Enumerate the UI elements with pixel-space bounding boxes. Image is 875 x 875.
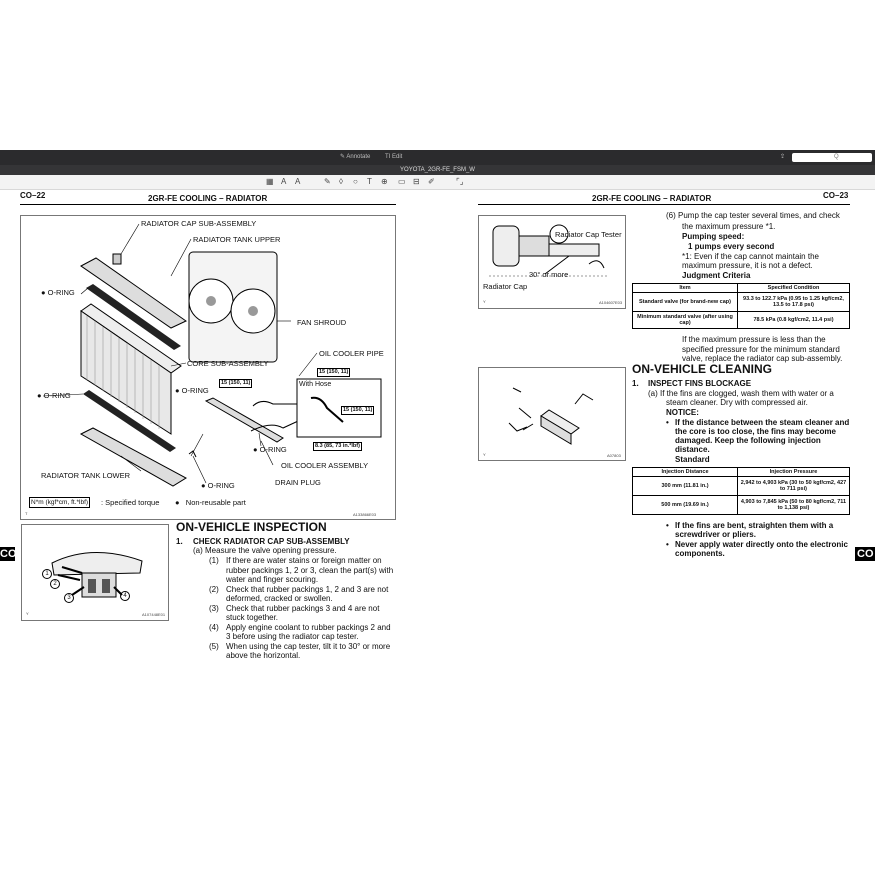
torque-box-4: 8.3 (85, 73 in.*lbf) <box>315 443 360 449</box>
o-ring-text-4: O-RING <box>259 445 287 454</box>
radiator-cap-fig-label: Radiator Cap <box>483 282 528 291</box>
signature-icon[interactable]: ✐ <box>428 177 435 186</box>
o-ring-text-5: O-RING <box>207 481 235 490</box>
figure4-marker: Y <box>483 452 486 457</box>
o-ring-text-1: O-RING <box>47 288 75 297</box>
substep-2-line-2: deformed, cracked or swollen. <box>226 594 333 603</box>
crop-icon[interactable]: ⌜⌟ <box>456 177 464 186</box>
inspection-step-num: 1. <box>176 537 183 546</box>
torque-box-1: 15 (150, 11) <box>221 380 251 386</box>
judgment-table <box>632 283 850 329</box>
substep-2-num: (2) <box>209 585 219 594</box>
right-page-header: 2GR-FE COOLING – RADIATOR <box>592 194 712 203</box>
cleaning-step-title: INSPECT FINS BLOCKAGE <box>648 379 752 388</box>
table-cell: 2,942 to 4,903 kPa (30 to 50 kgf/cm2, 427 to 711 psi) <box>738 477 850 496</box>
table-row <box>633 477 850 496</box>
note1-line-1: *1: Even if the cap cannot maintain the <box>682 252 819 261</box>
standard-label: Standard <box>675 455 710 464</box>
cap-tester-figure <box>478 215 626 309</box>
bullet-2-dot: • <box>666 540 669 549</box>
table-cell: 78.5 kPa (0.8 kgf/cm2, 11.4 psi) <box>738 312 850 329</box>
notice-line-3: damaged. Keep the following injection <box>675 436 821 445</box>
cleaning-a-line-2: steam cleaner. Dry with compressed air. <box>666 398 808 407</box>
substep-1-line-3: water and finger scouring. <box>226 575 319 584</box>
pumping-speed-label: Pumping speed: <box>682 232 745 241</box>
table-header-cell: Injection Pressure <box>738 468 850 477</box>
oil-cooler-pipe-label: OIL COOLER PIPE <box>319 349 384 358</box>
document-title: YOYOTA_2GR-FE_FSM_W <box>400 167 475 173</box>
substep-4-line-2: 3 before using the radiator cap tester. <box>226 632 359 641</box>
substep-5-line-1: When using the cap tester, tilt it to 30° or more <box>226 642 391 651</box>
substep-1-line-2: rubber packings 1, 2 or 3, clean the part(s) with <box>226 566 394 575</box>
on-vehicle-cleaning-title: ON-VEHICLE CLEANING <box>632 362 773 376</box>
stamp-icon[interactable]: ⊟ <box>413 177 420 186</box>
table-header-row <box>633 284 850 293</box>
text-icon[interactable]: T <box>367 177 372 186</box>
search-input[interactable] <box>792 153 872 162</box>
notice-line-4: distance. <box>675 445 710 454</box>
torque-box-3: 15 (150, 11) <box>343 407 373 413</box>
bullet-1-dot: • <box>666 521 669 530</box>
step6-line-2: the maximum pressure *1. <box>682 222 776 231</box>
notice-line-2: the core is too close, the fins may become <box>675 427 836 436</box>
after-table-line-1: If the maximum pressure is less than the <box>682 335 826 344</box>
document-title-bar <box>0 165 875 175</box>
table-header-row <box>633 468 850 477</box>
edit-button[interactable]: TI Edit <box>385 154 403 160</box>
table-row <box>633 293 850 312</box>
cap-tester-label: Radiator Cap Tester <box>555 230 622 239</box>
with-hose-label: With Hose <box>299 381 332 388</box>
figure2-code: A107448E01 <box>142 612 166 617</box>
table-header-cell: Specified Condition <box>738 284 850 293</box>
table-header-cell: Injection Distance <box>633 468 738 477</box>
font-icon[interactable]: A <box>295 177 301 186</box>
edit-label: Edit <box>392 154 403 160</box>
nonreusable-legend: ● Non-reusable part <box>175 498 246 507</box>
o-ring-text-2: O-RING <box>181 386 209 395</box>
highlighter-icon[interactable]: ◊ <box>339 177 343 186</box>
table-row <box>633 496 850 515</box>
substep-5-line-2: above the horizontal. <box>226 651 301 660</box>
left-header-rule <box>20 204 396 205</box>
o-ring-text-3: O-RING <box>43 391 71 400</box>
step6-line-1: (6) Pump the cap tester several times, and check <box>666 211 840 220</box>
share-icon[interactable]: ⇪ <box>780 154 786 160</box>
substep-3-line-1: Check that rubber packings 3 and 4 are not <box>226 604 380 613</box>
drain-plug-label: DRAIN PLUG <box>275 478 321 487</box>
radiator-tank-lower-label: RADIATOR TANK LOWER <box>41 471 131 480</box>
note1-line-2: maximum pressure, it is not a defect. <box>682 261 813 270</box>
figure1-marker: T <box>25 511 28 516</box>
markup-toolbar <box>0 175 875 190</box>
substep-1-num: (1) <box>209 556 219 565</box>
bullet-1-line-2: screwdriver or pliers. <box>675 530 756 539</box>
figure4-code: A07803 <box>607 453 621 458</box>
annotate-label: Annotate <box>346 154 371 160</box>
torque-box-2: 15 (150, 11) <box>319 369 349 375</box>
substep-4-line-1: Apply engine coolant to rubber packings 2 and <box>226 623 391 632</box>
table-cell: 4,903 to 7,845 kPa (50 to 80 kgf/cm2, 711 to 1,138 psi) <box>738 496 850 515</box>
callout-4: 4 <box>120 591 130 601</box>
substep-4-num: (4) <box>209 623 219 632</box>
figure3-code: A104607E03 <box>599 300 623 305</box>
comment-icon[interactable]: ▭ <box>398 177 406 186</box>
search-icon: Q <box>834 154 839 160</box>
right-page-number: CO–23 <box>823 191 849 200</box>
left-page-header: 2GR-FE COOLING – RADIATOR <box>148 194 268 203</box>
steam-cleaner-figure <box>478 367 626 461</box>
bullet-1-line-1: If the fins are bent, straighten them with a <box>675 521 834 530</box>
torque-legend-box: N*m (kgf*cm, ft.*lbf) <box>31 499 89 506</box>
on-vehicle-inspection-title: ON-VEHICLE INSPECTION <box>176 520 327 534</box>
right-edge-tab: CO <box>857 548 874 560</box>
torque-legend-text: : Specified torque <box>101 498 160 507</box>
callout-2: 2 <box>50 579 60 589</box>
app-top-bar <box>0 150 875 165</box>
o-ring-label-3: ● O-RING <box>37 391 71 400</box>
radiator-cap-label: RADIATOR CAP SUB-ASSEMBLY <box>141 219 257 228</box>
bullet-2-line-2: components. <box>675 549 725 558</box>
fan-shroud-label: FAN SHROUD <box>297 318 347 327</box>
substep-5-num: (5) <box>209 642 219 651</box>
o-ring-label-4: ● O-RING <box>253 445 287 454</box>
injection-table <box>632 467 850 515</box>
substep-1-line-1: If there are water stains or foreign matter on <box>226 556 382 565</box>
o-ring-label-2: ● O-RING <box>175 386 209 395</box>
inspection-step-a: (a) Measure the valve opening pressure. <box>193 546 337 555</box>
cleaning-a-line-1: (a) If the fins are clogged, wash them with water or a <box>648 389 834 398</box>
inspection-step-title: CHECK RADIATOR CAP SUB-ASSEMBLY <box>193 537 350 546</box>
substep-3-line-2: stuck together. <box>226 613 279 622</box>
left-edge-tab: CO <box>0 548 17 560</box>
figure2-marker: Y <box>26 611 29 616</box>
grid-icon[interactable]: ▦ <box>266 177 274 186</box>
judgment-criteria-label: Judgment Criteria <box>682 271 751 280</box>
o-ring-label-1: ● O-RING <box>41 288 75 297</box>
oil-cooler-assembly-label: OIL COOLER ASSEMBLY <box>281 461 369 470</box>
bullet-2-line-1: Never apply water directly onto the electronic <box>675 540 848 549</box>
angle-label: 30° or more <box>529 270 569 279</box>
shapes-icon[interactable]: ⊕ <box>381 177 388 186</box>
figure1-code: A133866E03 <box>353 512 377 517</box>
substep-3-num: (3) <box>209 604 219 613</box>
callout-3: 3 <box>64 593 74 603</box>
eraser-icon[interactable]: ○ <box>353 177 358 186</box>
table-cell: Standard valve (for brand-new cap) <box>633 293 738 312</box>
table-cell: Minimum standard valve (after using cap) <box>633 312 738 329</box>
after-table-line-2: specified pressure for the minimum standard <box>682 345 840 354</box>
table-cell: 300 mm (11.81 in.) <box>633 477 738 496</box>
notice-bullet: • <box>666 418 669 427</box>
text-size-icon[interactable]: A <box>281 177 287 186</box>
core-sub-assembly-label: CORE SUB-ASSEMBLY <box>187 359 269 368</box>
callout-1: 1 <box>42 569 52 579</box>
o-ring-label-5: ● O-RING <box>201 481 235 490</box>
after-table-line-3: valve, replace the radiator cap sub-assembly. <box>682 354 843 363</box>
cleaning-step-num: 1. <box>632 379 639 388</box>
table-cell: 93.3 to 122.7 kPa (0.95 to 1.25 kgf/cm2, 13.5 to 17.8 psi) <box>738 293 850 312</box>
steam-cleaner-drawing <box>479 368 625 460</box>
notice-line-1: If the distance between the steam cleaner and <box>675 418 850 427</box>
table-cell: 500 mm (19.69 in.) <box>633 496 738 515</box>
radiator-cap-figure <box>21 524 169 621</box>
pumping-speed-value: 1 pumps every second <box>688 242 775 251</box>
pen-icon[interactable]: ✎ <box>324 177 331 186</box>
table-row <box>633 312 850 329</box>
notice-label: NOTICE: <box>666 408 699 417</box>
figure3-marker: Y <box>483 299 486 304</box>
radiator-exploded-figure <box>20 215 396 520</box>
left-page-number: CO–22 <box>20 191 46 200</box>
nonreusable-text: Non-reusable part <box>185 498 246 507</box>
annotate-button[interactable]: ✎ Annotate <box>340 154 371 160</box>
right-header-rule <box>478 204 850 205</box>
substep-2-line-1: Check that rubber packings 1, 2 and 3 are not <box>226 585 389 594</box>
table-header-cell: Item <box>633 284 738 293</box>
radiator-tank-upper-label: RADIATOR TANK UPPER <box>193 235 281 244</box>
